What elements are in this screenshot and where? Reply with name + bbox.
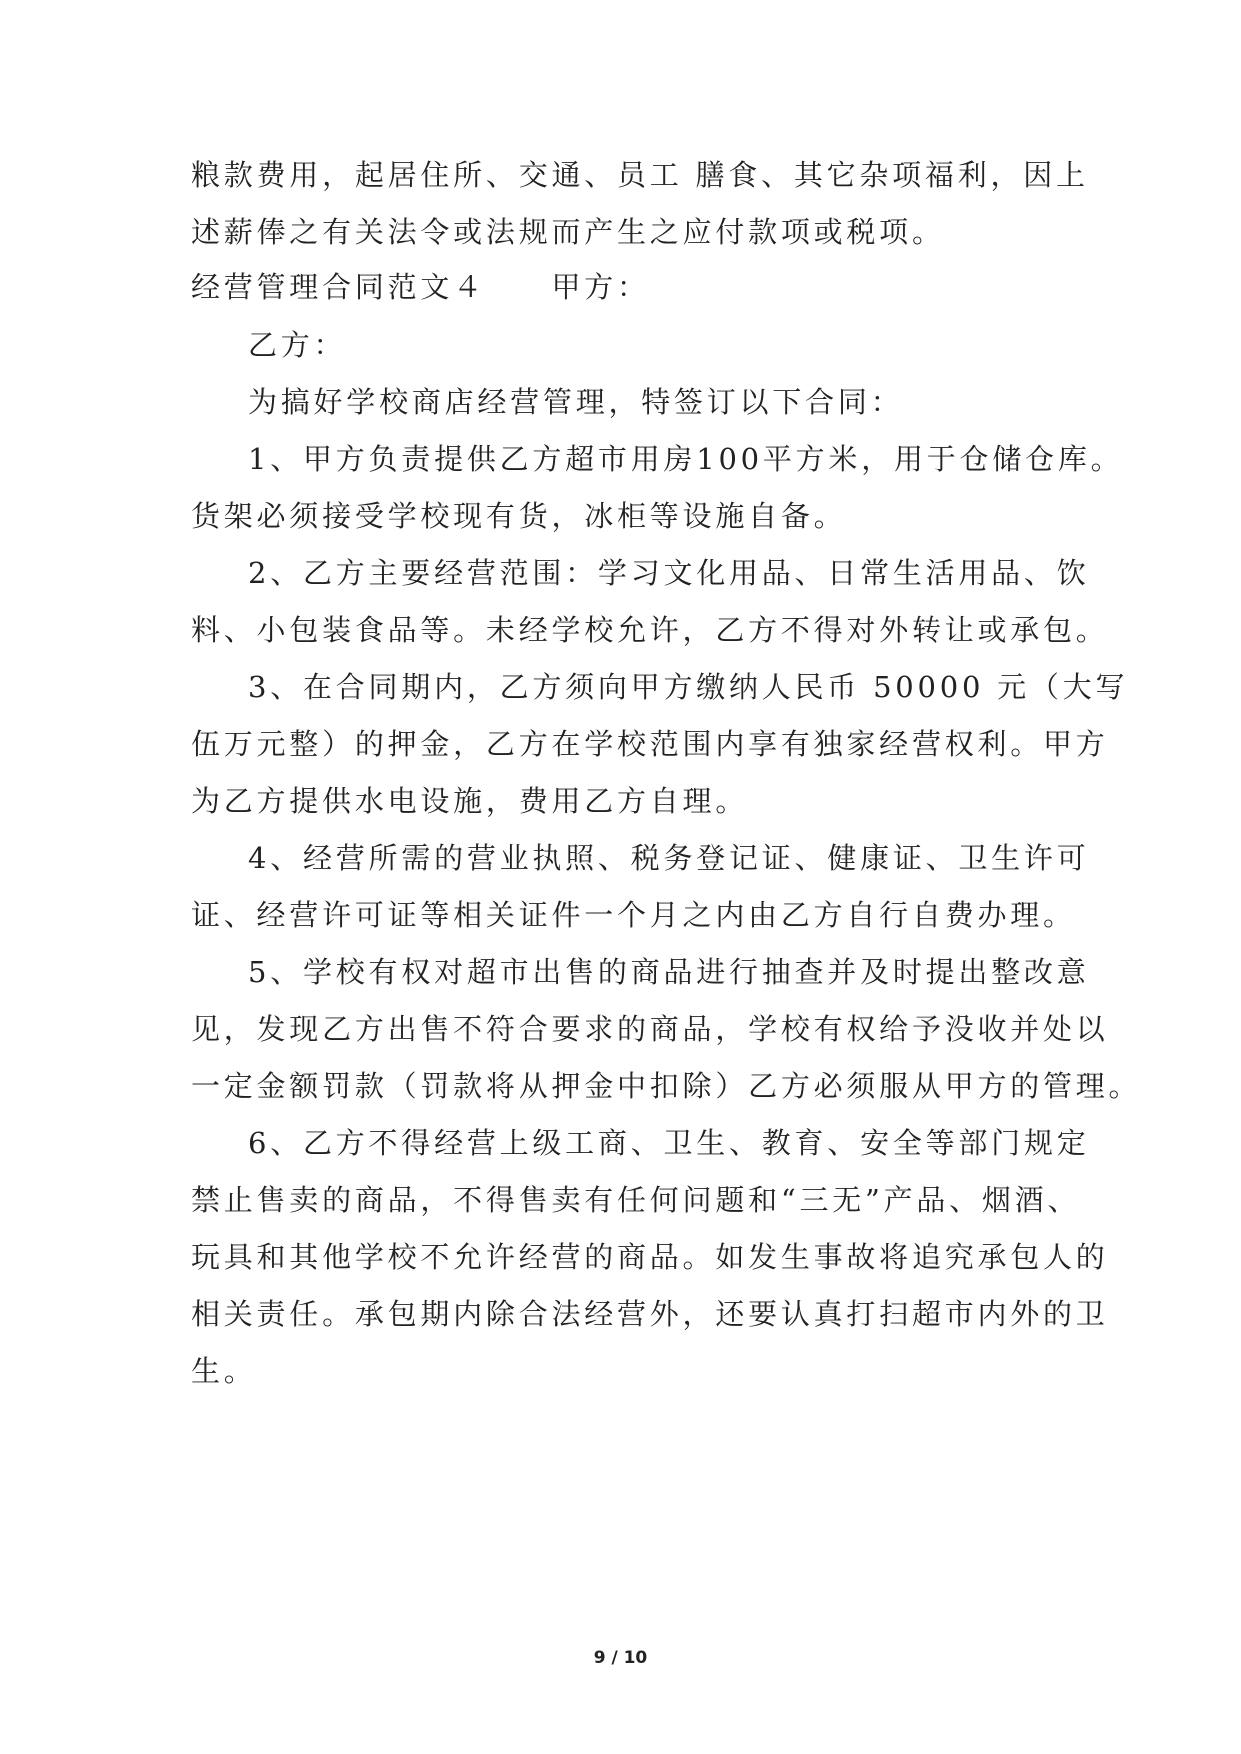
text-line: 证、经营许可证等相关证件一个月之内由乙方自行自费办理。 bbox=[191, 898, 1076, 932]
text-line: 货架必须接受学校现有货，冰柜等设施自备。 bbox=[191, 499, 847, 533]
text-line: 见，发现乙方出售不符合要求的商品，学校有权给予没收并处以 bbox=[191, 1012, 1109, 1046]
text-line: 一定金额罚款（罚款将从押金中扣除）乙方必须服从甲方的管理。 bbox=[191, 1069, 1142, 1103]
text-line: 为乙方提供水电设施，费用乙方自理。 bbox=[191, 784, 749, 818]
text-line: 述薪俸之有关法令或法规而产生之应付款项或税项。 bbox=[191, 215, 945, 249]
text-line: 粮款费用，起居住所、交通、员工 膳食、其它杂项福利，因上 bbox=[191, 158, 1089, 192]
text-line: 为搞好学校商店经营管理，特签订以下合同： bbox=[248, 385, 904, 419]
text-line: 料、小包装食品等。未经学校允许，乙方不得对外转让或承包。 bbox=[191, 613, 1109, 647]
section-heading: 经营管理合同范文４ 甲方： bbox=[191, 270, 650, 304]
text-line: 禁止售卖的商品，不得售卖有任何问题和“三无”产品、烟酒、 bbox=[191, 1183, 1081, 1217]
text-line: 生。 bbox=[191, 1354, 257, 1388]
text-line: 玩具和其他学校不允许经营的商品。如发生事故将追究承包人的 bbox=[191, 1240, 1109, 1274]
text-line: 2、乙方主要经营范围：学习文化用品、日常生活用品、饮 bbox=[248, 556, 1090, 590]
text-line: 3、在合同期内，乙方须向甲方缴纳人民币 50000 元（大写 bbox=[248, 670, 1129, 704]
text-line: 4、经营所需的营业执照、税务登记证、健康证、卫生许可 bbox=[248, 841, 1090, 875]
text-line: 1、甲方负责提供乙方超市用房100平方米，用于仓储仓库。 bbox=[248, 442, 1124, 476]
text-line: 相关责任。承包期内除合法经营外，还要认真打扫超市内外的卫 bbox=[191, 1297, 1109, 1331]
page-number: 9 / 10 bbox=[593, 1648, 648, 1668]
text-line: 乙方： bbox=[248, 328, 347, 362]
text-line: 5、学校有权对超市出售的商品进行抽查并及时提出整改意 bbox=[248, 955, 1090, 989]
text-line: 伍万元整）的押金，乙方在学校范围内享有独家经营权利。甲方 bbox=[191, 727, 1109, 761]
text-line: 6、乙方不得经营上级工商、卫生、教育、安全等部门规定 bbox=[248, 1126, 1090, 1160]
